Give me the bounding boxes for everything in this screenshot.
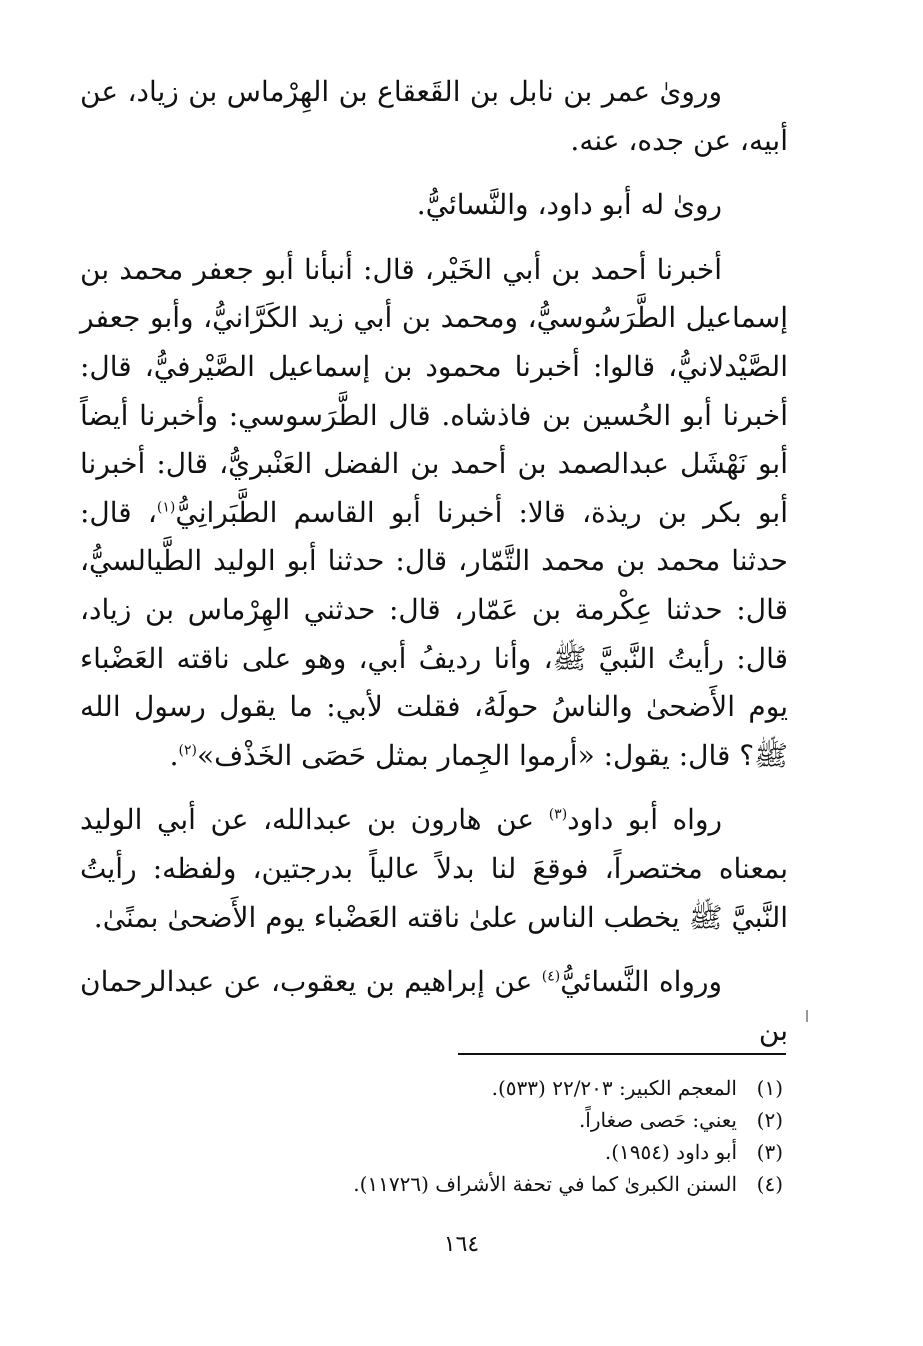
page-number: ١٦٤ <box>443 1232 480 1257</box>
paragraph-5-text-a: ورواه النَّسائيُّ <box>560 965 722 999</box>
footnote-ref-3[interactable]: (٣) <box>548 806 568 823</box>
paragraph-4-text-a: رواه أبو داود <box>567 803 723 837</box>
paragraph-5-text-b: عن إبراهيم بن يعقوب، عن عبدالرحمان بن <box>80 965 788 1047</box>
footnote-3 <box>223 1136 783 1168</box>
paragraph-3-text-c: . <box>169 738 179 772</box>
paragraph-3 <box>80 246 788 781</box>
margin-mark <box>806 1010 808 1022</box>
main-text <box>80 68 788 1055</box>
footnote-ref-4[interactable]: (٤) <box>541 968 561 985</box>
paragraph-4-text-b: عن هارون بن عبدالله، عن أبي الوليد بمعناه مختصراً، فوقعَ لنا بدلاً عالياً بدرجتين، ولفظه: رأيتُ النَّبيَّ ﷺ يخطب الناس علىٰ ناقته العَضْباء يوم الأَضحىٰ بمنًىٰ. <box>80 803 788 934</box>
footnote-separator <box>458 1053 786 1055</box>
paragraph-2 <box>80 181 788 230</box>
paragraph-2-text: رویٰ له أبو داود، والنَّسائيُّ. <box>416 188 722 222</box>
footnote-1 <box>223 1072 783 1104</box>
footnotes <box>223 1072 783 1200</box>
footnote-3-text: أبو داود (١٩٥٤). <box>604 1140 737 1164</box>
footnote-1-text: المعجم الكبير: ٢٢/٢٠٣ (٥٣٣). <box>491 1076 737 1100</box>
footnote-2-number: (٢) <box>756 1108 783 1132</box>
footnote-4 <box>223 1168 783 1200</box>
paragraph-4 <box>80 796 788 942</box>
footnote-3-number: (٣) <box>756 1140 783 1164</box>
paragraph-3-text-b: ، قال: حدثنا محمد بن محمد التَّمّار، قال: حدثنا أبو الوليد الطَّيالسيُّ، قال: حدثنا عِكْرمة بن عَمّار، قال: حدثني الهِرْماس بن زياد، قال: رأيتُ النَّبيَّ ﷺ، وأنا رديفُ أبي، وهو على ناقته العَضْباء يوم الأَضحىٰ والناسُ حولَهُ، فقلت لأبي: ما يقول رسول الله ﷺ؟ قال: يقول: «أرموا الجِمار بمثل حَصَى الخَذْف» <box>80 495 789 772</box>
paragraph-1 <box>80 68 788 165</box>
footnote-2-text: يعني: حَصى صغاراً. <box>578 1108 737 1132</box>
footnote-ref-1[interactable]: (١) <box>156 499 176 516</box>
paragraph-5 <box>80 958 788 1055</box>
footnote-4-number: (٤) <box>756 1172 783 1196</box>
paragraph-1-text: ورویٰ عمر بن نابل بن القَعقاع بن الهِرْماس بن زياد، عن أبيه، عن جده، عنه. <box>80 75 788 157</box>
footnote-2 <box>223 1104 783 1136</box>
footnote-1-number: (١) <box>756 1076 783 1100</box>
footnote-ref-2[interactable]: (٢) <box>178 742 198 759</box>
footnote-4-text: السنن الكبرىٰ كما في تحفة الأشراف (١١٧٢٦). <box>353 1172 737 1196</box>
paragraph-3-text-a: أخبرنا أحمد بن أبي الخَيْر، قال: أنبأنا أبو جعفر محمد بن إسماعيل الطَّرَسُوسيُّ، ومحمد بن أبي زيد الكَرَّانيُّ، وأبو جعفر الصَّيْدلانيُّ، قالوا: أخبرنا محمود بن إسماعيل الصَّيْرفيُّ، قال: أخبرنا أبو الحُسين بن فاذشاه. قال الطَّرَسوسي: وأخبرنا أيضاً أبو نَهْشَل عبدالصمد بن أحمد بن الفضل العَنْبريُّ، قال: أخبرنا أبو بكر بن ريذة، قالا: أخبرنا أبو القاسم الطَّبَرانِيُّ <box>80 252 788 529</box>
